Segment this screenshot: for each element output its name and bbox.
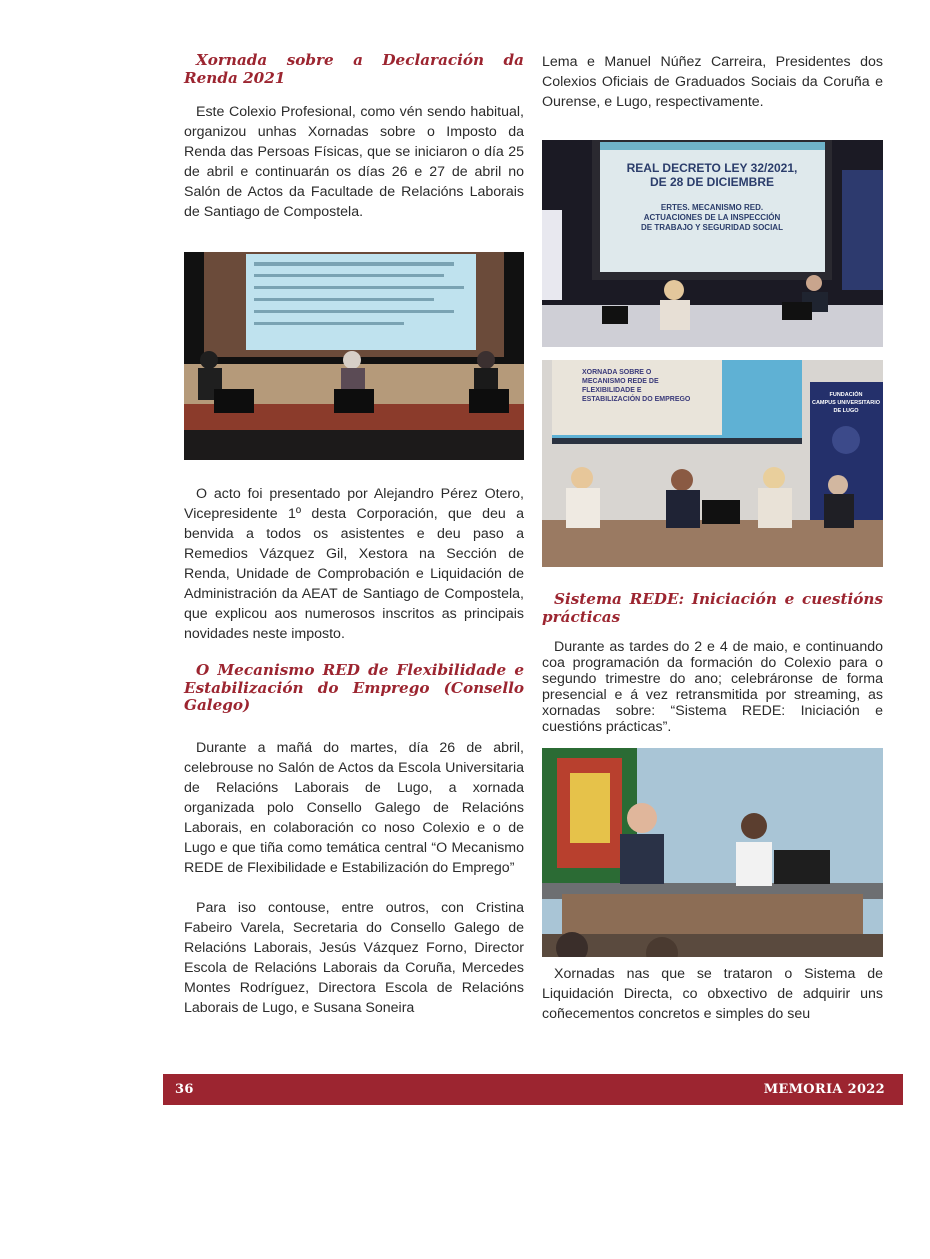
slide-1-title-line-1: REAL DECRETO LEY 32/2021, xyxy=(626,161,798,175)
page-number: 36 xyxy=(175,1082,194,1097)
left-column xyxy=(184,52,524,1018)
slide-2-line-1: XORNADA SOBRE O xyxy=(582,369,652,376)
slide-2-line-2: MECANISMO REDE DE xyxy=(582,378,659,385)
paragraph-presidents: Lema e Manuel Núñez Carreira, Presidentes dos Colexios Oficiais de Graduados Sociais da Coruña e Ourense, e Lugo, respectivamente. xyxy=(542,54,883,110)
banner-line-3: DE LUGO xyxy=(833,408,859,414)
heading-declaracion-renda: Xornada sobre a Declaración da Renda 2021 xyxy=(184,51,524,87)
banner-line-1: FUNDACIÓN xyxy=(829,392,863,398)
paragraph-mecanismo-intro: Durante a mañá do martes, día 26 de abril, celebrouse no Salón de Actos da Escola Universitaria de Relacións Laborais de Lugo, a xornada organizada polo Consello Galego de Relacións Laborais, en colaboración co noso Colexio e o de Lugo e que tiña como temática central “O Mecanismo REDE de Flexibilidade e Estabilización do Emprego” xyxy=(184,739,524,876)
heading-sistema-rede: Sistema REDE: Iniciación e cuestións prácticas xyxy=(542,590,883,626)
photo-renda-conference xyxy=(184,252,524,460)
slide-1-subtitle-line-1: ERTES. MECANISMO RED. xyxy=(660,203,764,212)
slide-1-title-line-2: DE 28 DE DICIEMBRE xyxy=(649,175,775,189)
page-footer xyxy=(163,1074,903,1105)
slide-1-subtitle-line-2: ACTUACIONES DE LA INSPECCIÓN xyxy=(643,213,781,222)
photo-rede-lugo-conference xyxy=(542,360,883,567)
banner-line-2: CAMPUS UNIVERSITARIO xyxy=(811,400,881,406)
photo-sistema-rede-session xyxy=(542,748,883,957)
publication-title: MEMORIA 2022 xyxy=(763,1082,885,1097)
paragraph-sistema-rede-intro: Durante as tardes do 2 e 4 de maio, e continuando coa programación da formación do Colexio para o segundo trimestre do ano; celebráronse de forma presencial e á vez retransmitida por streaming, as xornadas sobre: “Sistema REDE: Iniciación e cuestións prácticas”. xyxy=(542,639,883,735)
right-column xyxy=(542,52,883,1024)
heading-mecanismo-red: O Mecanismo RED de Flexibilidade e Estabilización do Emprego (Consello Galego) xyxy=(184,661,524,714)
paragraph-renda-intro: Este Colexio Profesional, como vén sendo habitual, organizou unhas Xornadas sobre o Imposto da Renda das Persoas Físicas, que se iniciaron o día 25 de abril e continuarán os días 26 e 27 de abril no Salón de Actos da Facultade de Relacións Laborais de Santiago de Compostela. xyxy=(184,104,524,220)
paragraph-mecanismo-speakers: Para iso contouse, entre outros, con Cristina Fabeiro Varela, Secretaria do Consello Galego de Relacións Laborais, Jesús Vázquez Forno, Director Escola de Relacións Laborais da Coruña, Mercedes Montes Rodríguez, Directora Escola de Relacións Laborais de Lugo, e Susana Soneira xyxy=(184,899,524,1016)
paragraph-xornadas-liquidacion: Xornadas nas que se trataron o Sistema de Liquidación Directa, co obxectivo de adquirir uns coñecementos concretos e simples do seu xyxy=(542,966,883,1022)
slide-2-line-4: ESTABILIZACIÓN DO EMPREGO xyxy=(582,396,691,403)
photo-real-decreto-conference xyxy=(542,140,883,347)
slide-2-line-3: FLEXIBILIDADE E xyxy=(582,387,642,394)
paragraph-renda-presentation: O acto foi presentado por Alejandro Pérez Otero, Vicepresidente 1º desta Corporación, que deu a benvida a todos os asistentes e deu paso a Remedios Vázquez Gil, Xestora na Sección de Renda, Unidade de Comprobación e Liquidación de Administración da AEAT de Santiago de Compostela, que explicou aos numerosos inscritos as principais novidades neste imposto. xyxy=(184,486,524,642)
slide-1-subtitle-line-3: DE TRABAJO Y SEGURIDAD SOCIAL xyxy=(641,223,783,232)
